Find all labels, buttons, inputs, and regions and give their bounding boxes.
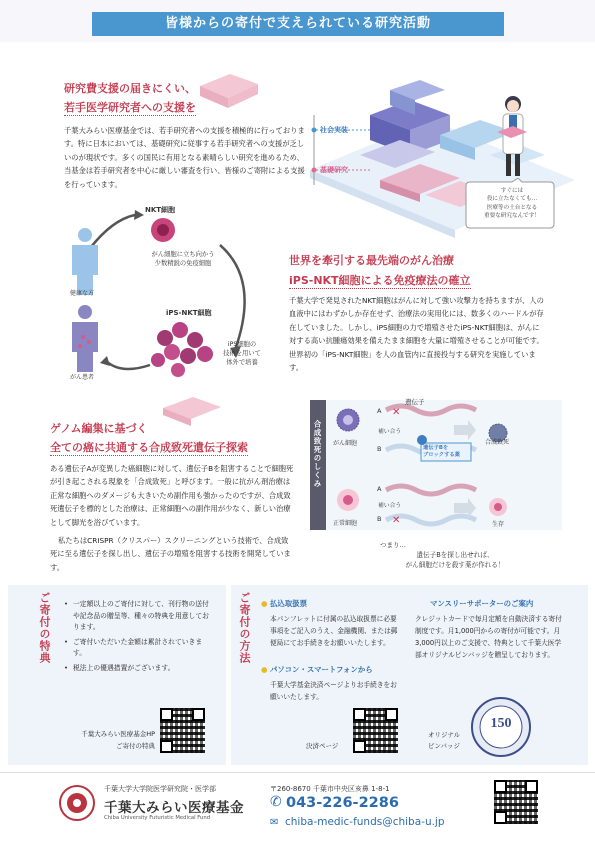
speech-text: すぐには 役に立たなくても… 医療等の土台となる 重要な研究なんです！ bbox=[484, 188, 540, 220]
healthy-person-label: 健康な方 bbox=[70, 290, 95, 297]
svg-text:✕: ✕ bbox=[392, 515, 401, 526]
synthetic-lethal-side-label: 合成致死のしくみ bbox=[313, 420, 322, 488]
badge-caption: オリジナル ピンバッジ bbox=[428, 731, 461, 750]
section1-heading-line2: 若手医学研究者への支援を bbox=[64, 101, 196, 114]
postal-body: 本パンフレットに付属の払込取扱票に必要事項をご記入のうえ、金融機関、または郵便局にてお手続きをお願いいたします。 bbox=[270, 615, 398, 647]
pink-blocks-decoration bbox=[190, 66, 260, 111]
section2-heading-line1: 世界を牽引する最先端のがん治療 bbox=[289, 254, 454, 267]
payment-qr-code[interactable] bbox=[353, 708, 398, 753]
normal-cell-label: 正常細胞 bbox=[333, 520, 358, 527]
section3-heading-line2: 全ての癌に共通する合成致死遺伝子探索 bbox=[50, 441, 248, 454]
basic-research-label: 基礎研究 bbox=[320, 166, 348, 174]
benefit-item: • 税法上の優遇措置がございます。 bbox=[64, 663, 214, 675]
mail-icon: ✉ bbox=[270, 817, 279, 828]
monthly-title: マンスリーサポーターのご案内 bbox=[430, 599, 534, 608]
gene-b-normal: B bbox=[377, 515, 382, 523]
gene-a-normal: A bbox=[377, 485, 382, 493]
benefits-qr-code[interactable] bbox=[160, 708, 205, 753]
svg-text:✕: ✕ bbox=[392, 407, 401, 418]
pink-blocks-decoration-2 bbox=[155, 393, 225, 428]
payment-qr-caption: 決済ページ bbox=[306, 742, 339, 750]
org-line1: 千葉大学大学院医学研究院・医学部 bbox=[104, 785, 216, 793]
section1-heading-line1: 研究費支援の届きにくい、 bbox=[64, 82, 196, 95]
ips-caption: iPS細胞の 技術を用いて 体外で培養 bbox=[223, 341, 261, 366]
section1-body: 千葉大みらい医療基金では、若手研究者への支援を積極的に行っております。特に日本においては、基礎研究に従事する若手研究者への支援が乏しいのが現状です。多くの国民に有用となる素晴らしい研究を進めるため、当基金は若手研究者を中心に厳しい審査を行い、皆様のご寄附による支援を行っています。 bbox=[64, 126, 305, 189]
cancer-cell-label: がん細胞 bbox=[333, 440, 358, 447]
online-title: ● パソコン・スマートフォンから bbox=[261, 664, 373, 675]
section3-body2: 私たちはCRISPR（クリスパー）スクリーニングという技術で、合成致死に至る遺伝子を探し出し、遺伝子の増殖を阻害する技術を開発しています。 bbox=[50, 536, 291, 572]
university-seal-icon bbox=[58, 784, 96, 822]
ips-nkt-cell-label: iPS-NKT細胞 bbox=[166, 309, 212, 317]
org-name: 千葉大みらい医療基金 bbox=[104, 800, 244, 816]
synthetic-lethal-diagram bbox=[326, 395, 566, 535]
complement-label-1: 補い合う bbox=[378, 429, 402, 435]
org-name-en: Chiba University Futuristic Medical Fund bbox=[104, 815, 211, 821]
result-death-label: 合成致死 bbox=[485, 439, 510, 446]
tsumari-label: つまり… bbox=[380, 541, 406, 549]
benefits-list bbox=[64, 599, 214, 678]
footer-qr-code[interactable] bbox=[494, 780, 538, 824]
address: 〒260-8670 千葉市中央区亥鼻 1-8-1 bbox=[270, 785, 390, 793]
section2-body: 千葉大学で発見されたNKT細胞はがんに対して強い攻撃力を持ちますが、人の血液中にはわずかしか存在せず、治療法の実用化には、数多くのハードルが存在していました。しかし、iPS細胞の力で増殖させたiPS-NKT細胞は、がんに対する高い抗腫瘍効果を備えたまま細胞を大量に増殖させることが可能です。世界初の「iPS-NKT細胞」を人の血管内に直接投与する研究を実施しています。 bbox=[289, 296, 544, 373]
online-body: 千葉大学基金決済ページよりお手続きをお願いいたします。 bbox=[270, 681, 397, 701]
conclusion-text: 遺伝子Bを探し出せれば、 がん細胞だけを殺す薬が作れる！ bbox=[405, 551, 505, 569]
nkt-cell-label: NKT細胞 bbox=[145, 206, 176, 214]
researcher-figure bbox=[495, 92, 535, 182]
result-survive-label: 生存 bbox=[492, 521, 505, 528]
methods-title: ご寄付の方法 bbox=[238, 592, 251, 664]
social-implementation-label: 社会実装 bbox=[320, 126, 348, 134]
phone-icon: ✆ bbox=[270, 794, 282, 810]
methods-panel bbox=[231, 585, 588, 765]
postal-title: ● 払込取扱票 bbox=[261, 598, 307, 609]
blocking-drug-label: 遺伝子Bを ブロックする薬 bbox=[423, 445, 460, 458]
gene-b-cancer: B bbox=[377, 445, 382, 453]
complement-label-2: 補い合う bbox=[378, 503, 402, 509]
section3-body1: ある遺伝子Aが変異した癌細胞に対して、遺伝子Bを阻害することで細胞死が引き起こされる現象を「合成致死」と呼びます。一般に抗がん剤治療は正常な細胞へのダメージも大きいため副作用も強かったのですが、合成致死遺伝子を標的とした治療は、正常細胞への副作用が少なく、新しい治療として脚光を浴びています。 bbox=[50, 464, 294, 527]
benefits-title: ご寄付の特典 bbox=[38, 592, 51, 664]
benefit-item: • 一定額以上のご寄付に対して、刊行物の送付や記念品の贈呈等、種々の特典を用意しております。 bbox=[64, 599, 214, 634]
cancer-patient-label: がん患者 bbox=[70, 374, 95, 381]
nkt-caption: がん細胞に立ち向かう 少数精鋭の免疫細胞 bbox=[151, 251, 215, 267]
phone-number[interactable]: 043-226-2286 bbox=[286, 795, 399, 811]
benefits-qr-caption: 千葉大みらい医療基金HP ご寄付の特典 bbox=[81, 730, 155, 750]
section2-heading-line2: iPS-NKT細胞による免疫療法の確立 bbox=[289, 274, 471, 287]
section3-heading-line1: ゲノム編集に基づく bbox=[50, 422, 148, 435]
badge-text: 150 bbox=[490, 716, 512, 731]
gene-label: 遺伝子 bbox=[405, 398, 425, 406]
email-address[interactable]: chiba-medic-funds@chiba-u.jp bbox=[285, 816, 445, 828]
page-title: 皆様からの寄付で支えられている研究活動 bbox=[92, 12, 504, 36]
monthly-body: クレジットカードで毎月定額を自動決済する寄付制度です。月1,000円からの寄付が可能です。月3,000円以上のご支援で、特典として千葉大医学部オリジナルピンバッジを贈呈しております。 bbox=[415, 615, 562, 659]
benefit-item: • ご寄付いただいた金額は累計されていきます。 bbox=[64, 637, 214, 660]
footer-divider bbox=[0, 772, 595, 773]
gene-a-cancer: A bbox=[377, 407, 382, 415]
